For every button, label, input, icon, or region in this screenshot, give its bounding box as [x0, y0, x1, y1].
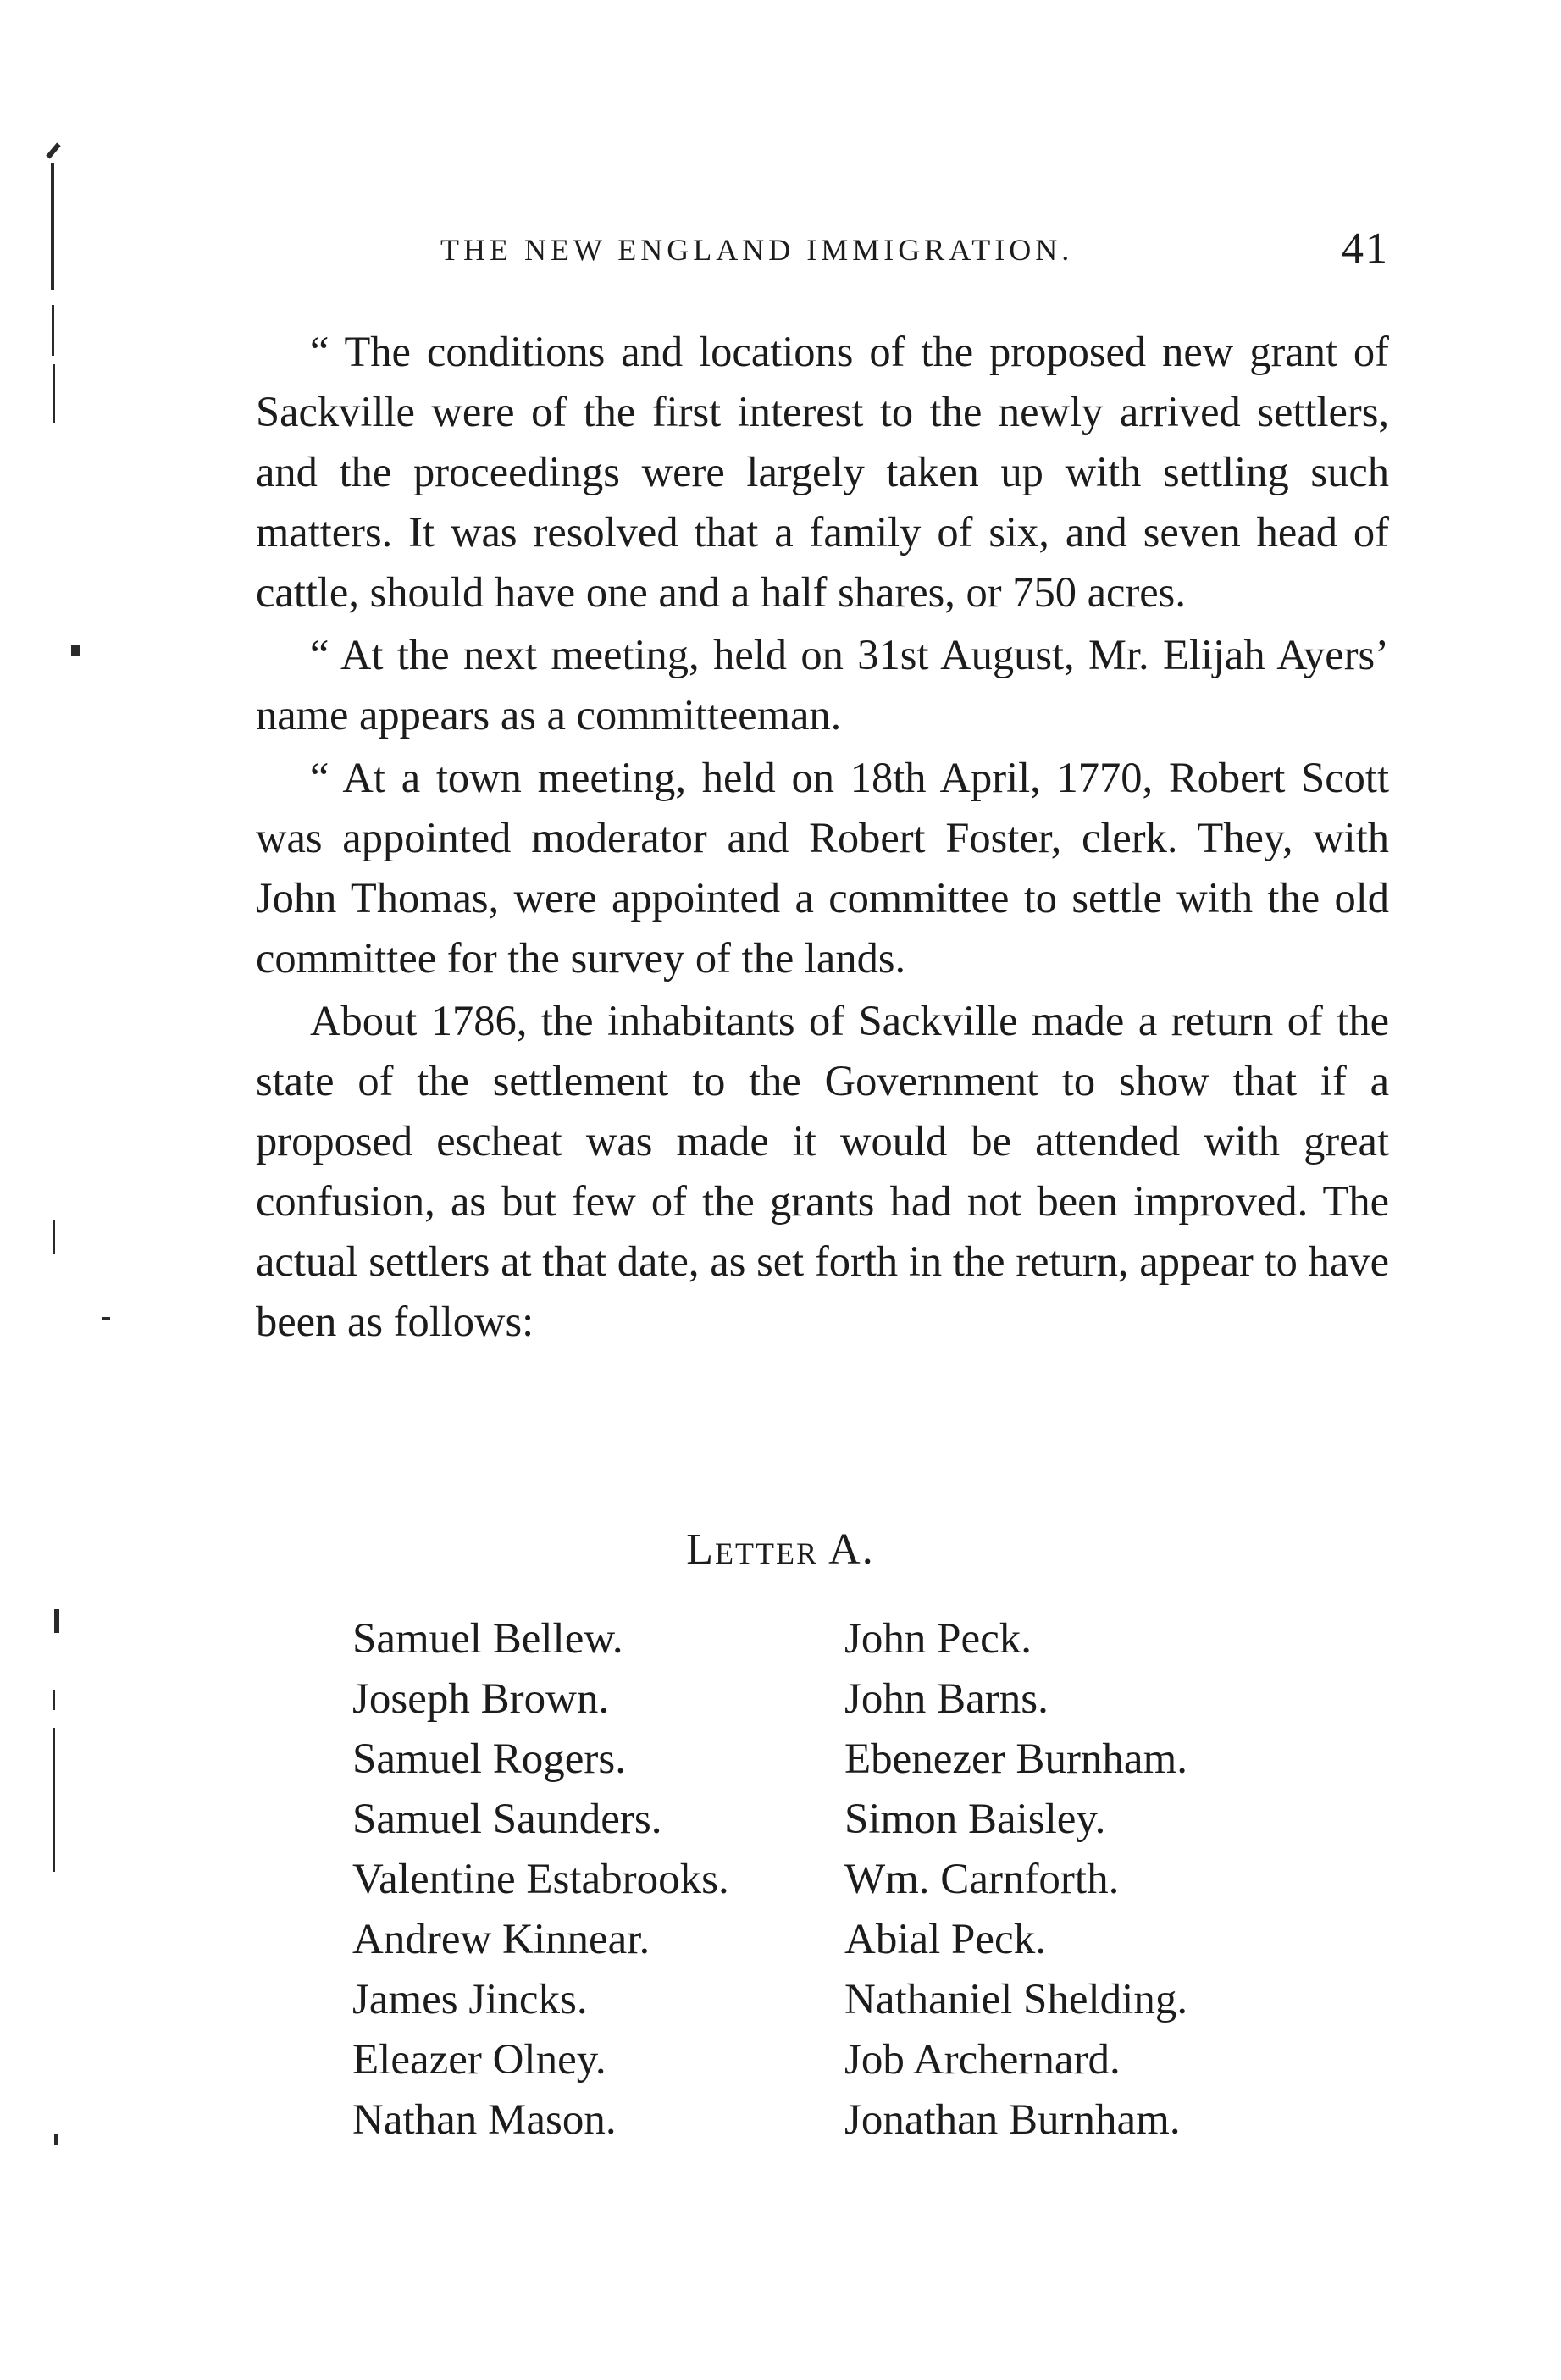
paragraph: About 1786, the inhabitants of Sackville made a return of the state of the settlement to the Government to show that if a proposed escheat was made it would be attended with great confusion, as but few of the grants had not been improved. The actual settlers at that date, as set forth in the return, appear to have been as follows:: [256, 997, 1389, 1345]
name-entry: John Barns.: [844, 1675, 1049, 1723]
margin-mark: [53, 364, 55, 423]
name-entry: Andrew Kinnear.: [352, 1916, 650, 1963]
margin-mark: [54, 2134, 58, 2145]
list-heading: Letter A.: [686, 1525, 875, 1574]
name-entry: James Jincks.: [352, 1976, 588, 2023]
name-entry: Wm. Carnforth.: [844, 1856, 1120, 1903]
margin-mark: [53, 1690, 55, 1710]
name-entry: Nathan Mason.: [352, 2096, 617, 2144]
name-entry: Simon Baisley.: [844, 1796, 1106, 1843]
name-entry: Samuel Rogers.: [352, 1735, 626, 1783]
margin-mark: [53, 1728, 55, 1872]
name-entry: Eleazer Olney.: [352, 2036, 606, 2084]
paragraph: “ At the next meeting, held on 31st August, Mr. Elijah Ayers’ name appears as a committeeman.: [256, 631, 1389, 739]
name-entry: Samuel Saunders.: [352, 1796, 662, 1843]
name-entry: Ebenezer Burnham.: [844, 1735, 1187, 1783]
margin-mark: [46, 142, 60, 158]
name-entry: John Peck.: [844, 1615, 1032, 1663]
margin-mark: [52, 305, 54, 356]
name-entry: Abial Peck.: [844, 1916, 1046, 1963]
name-entry: Jonathan Burnham.: [844, 2096, 1181, 2144]
page-number: 41: [1342, 224, 1389, 273]
paragraph: “ At a town meeting, held on 18th April, 1770, Robert Scott was appointed moderator and Robert Foster, clerk. They, with John Thomas, were appointed a committee to settle with the old committee for the survey of the lands.: [256, 754, 1389, 982]
name-entry: Joseph Brown.: [352, 1675, 610, 1723]
body-text: [256, 322, 1389, 1352]
name-entry: Job Archernard.: [844, 2036, 1121, 2084]
name-entry: Samuel Bellew.: [352, 1615, 623, 1663]
margin-mark: [71, 645, 80, 656]
margin-mark: [53, 1220, 55, 1254]
margin-mark: [51, 163, 54, 290]
margin-mark: [102, 1317, 110, 1320]
running-title: THE NEW ENGLAND IMMIGRATION.: [440, 233, 1074, 267]
names-column-left: [352, 1609, 729, 2150]
paragraph: “ The conditions and locations of the proposed new grant of Sackville were of the first interest to the newly arrived settlers, and the proceedings were largely taken up with settling such matters. It was resolved that a family of six, and seven head of cattle, should have one and a half shares, or 750 acres.: [256, 328, 1389, 616]
page-header: [440, 224, 1389, 274]
name-entry: Nathaniel Shelding.: [844, 1976, 1188, 2023]
name-entry: Valentine Estabrooks.: [352, 1856, 729, 1903]
names-column-right: [844, 1609, 1187, 2150]
margin-mark: [54, 1609, 59, 1633]
